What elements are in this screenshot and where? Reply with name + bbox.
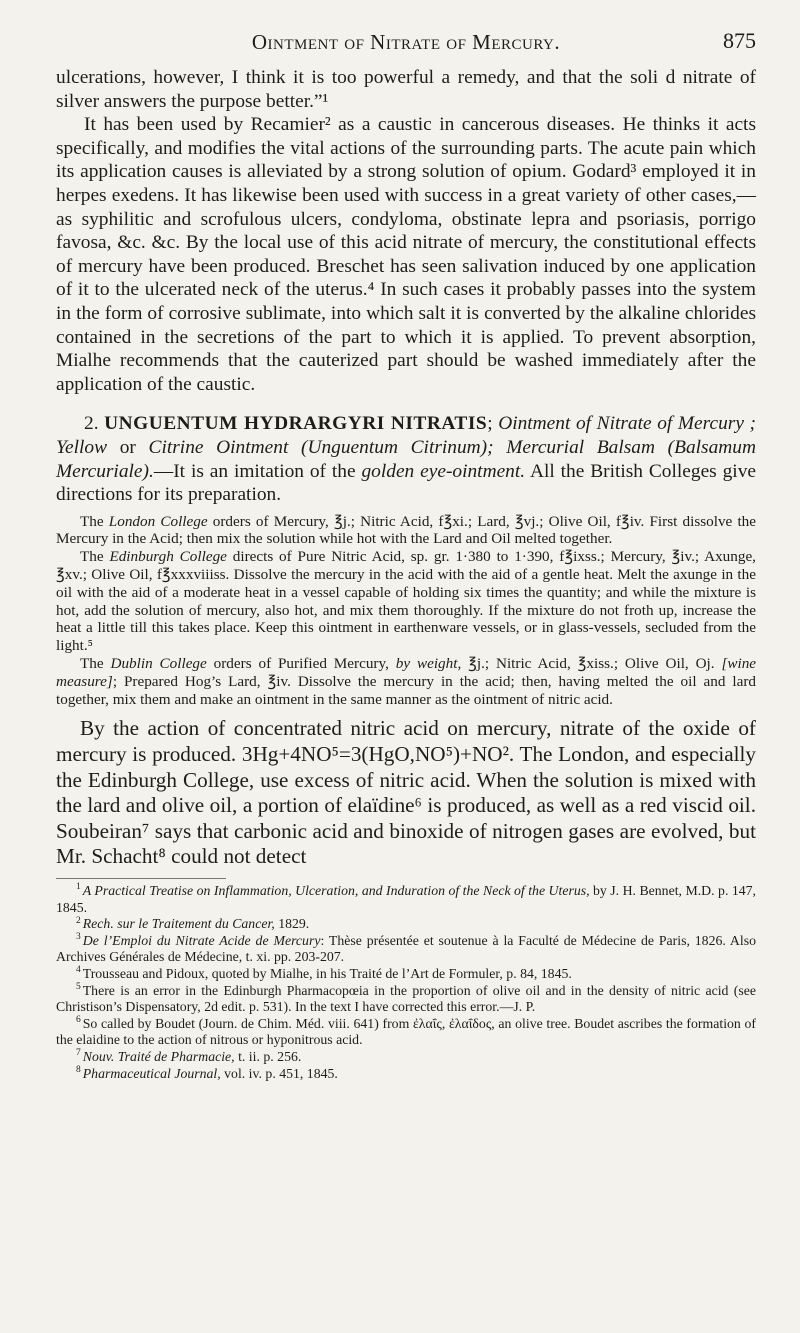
dublin-weight: by weight, bbox=[395, 655, 462, 673]
footnote bbox=[56, 1016, 756, 1049]
footnote bbox=[56, 1049, 756, 1066]
dublin-text-3: ; Prepared Hog’s Lard, ℥iv. Dissolve the mercury in the acid; then, having melted the oil and lard together, mix them and make an ointment in the same manner as the ointment of nitric acid. bbox=[56, 672, 756, 708]
footnote bbox=[56, 966, 756, 983]
section-or-word: or bbox=[119, 436, 136, 458]
footnote-text: So called by Boudet (Journ. de Chim. Méd. viii. 641) from ἐλαΐς, ἐλαΐδος, an olive tree. Boudet ascribes the formation of the elaidine to the action of nitrous or hyponitrous acid. bbox=[56, 1015, 756, 1048]
dublin-wine-measure: [wine measure] bbox=[56, 655, 757, 690]
section-rest-1: —It is an imitation of the bbox=[153, 460, 356, 482]
formulas-block bbox=[56, 513, 756, 709]
section-rest-2: All the British Colleges give directions for its preparation. bbox=[56, 460, 756, 506]
footnote bbox=[56, 1066, 756, 1083]
intro-paragraph-2: It has been used by Recamier² as a caustic in cancerous diseases. He thinks it acts specifically, and modifies the vital actions of the surrounding parts. The acute pain which its application causes is alleviated by a strong solution of opium. Godard³ employed it in herpes exedens. It has likewise been used with success in a great variety of other cases,—as syphilitic and scrofulous ulcers, condyloma, obstinate lepra and psoriasis, porrigo favosa, &c. &c. By the local use of this acid nitrate of mercury, the constitutional effects of mercury have been produced. Breschet has seen salivation induced by one application of it to the ulcerated neck of the uterus.⁴ In such cases it probably passes into the system in the form of corrosive sublimate, into which salt it is converted by the alkaline chlorides contained in the secretions of the part to which it is applied. To prevent absorption, Mialhe recommends that the cauterized part should be washed immediately after the application of the caustic. bbox=[56, 114, 756, 395]
edinburgh-text: directs of Pure Nitric Acid, sp. gr. 1·380 to 1·390, f℥ixss.; Mercury, ℥iv.; Axunge, ℥xv.; Olive Oil, f℥xxxviiiss. Dissolve the mercury in the acid with the aid of a gentle heat. Melt the axunge in the oil with the aid of a moderate heat in a vessel capable of holding six times the quantity; and while the mixture is hot, add the solution of mercury, also hot, and mix them thoroughly. If the mixture do not froth up, increase the heat a little till this takes place. Keep this ointment in earthenware vessels, or in glass-vessels, secluded from the light.⁵ bbox=[56, 548, 756, 655]
footnote-number: 6 bbox=[76, 1015, 81, 1026]
footnote-text: Trousseau and Pidoux, quoted by Mialhe, in his Traité de l’Art de Formuler, p. 84, 1845. bbox=[82, 965, 572, 981]
dublin-text-2: ℥j.; Nitric Acid, ℥xiss.; Olive Oil, Oj. bbox=[468, 655, 715, 673]
footnote-number: 4 bbox=[76, 965, 81, 976]
footnote-text: vol. iv. p. 451, 1845. bbox=[224, 1065, 338, 1081]
footnote bbox=[56, 983, 756, 1016]
intro-paragraph-1: ulcerations, however, I think it is too powerful a remedy, and that the soli d nitrate of silver answers the purpose better.”¹ bbox=[56, 67, 756, 112]
running-head bbox=[56, 20, 756, 56]
main-text bbox=[56, 66, 756, 507]
footnote-number: 8 bbox=[76, 1064, 81, 1075]
dublin-formula: The Dublin College orders of Purified Mercury, by weight, ℥j.; Nitric Acid, ℥xiss.; Olive Oil, Oj. [wine measure]; Prepared Hog’s Lard, ℥iv. Dissolve the mercury in the acid; then, having melted the oil and lard together, mix them and make an ointment in the same manner as the ointment of nitric acid. bbox=[56, 655, 757, 708]
edinburgh-college: Edinburgh College bbox=[109, 548, 227, 566]
footnote-text: There is an error in the Edinburgh Pharmacopœia in the proportion of olive oil and in the density of nitric acid (see Christison’s Dispensatory, 2d edit. p. 531). In the text I have corrected this error.—J. P. bbox=[56, 982, 756, 1015]
footnote bbox=[56, 883, 756, 916]
footnote-text: by J. H. Bennet, M.D. p. 147, 1845. bbox=[56, 883, 756, 915]
london-formula: The London College orders of Mercury, ℥j.; Nitric Acid, f℥xi.; Lard, ℥vj.; Olive Oil, f℥iv. First dissolve the Mercury in the Acid; then mix the solution while hot with the Lard and Oil melted together. bbox=[56, 512, 757, 548]
section-number: 2. bbox=[84, 413, 99, 435]
footnote bbox=[56, 933, 756, 966]
footnote-divider bbox=[56, 878, 226, 879]
section-heading-paragraph bbox=[56, 412, 756, 506]
footnotes bbox=[56, 883, 756, 1082]
running-head-title: Ointment of Nitrate of Mercury. bbox=[251, 30, 561, 54]
section-latin-title: UNGUENTUM HYDRARGYRI NITRATIS bbox=[104, 413, 488, 435]
section-golden-ointment: golden eye-ointment. bbox=[361, 460, 526, 482]
footnote-title: Rech. sur le Traitement du Cancer, bbox=[82, 916, 275, 932]
footnote bbox=[56, 916, 756, 933]
section-alt-names: Citrine Ointment (Unguentum Citrinum); Mercurial Balsam (Balsamum Mercuriale). bbox=[56, 436, 756, 482]
footnote-text: t. ii. p. 256. bbox=[238, 1048, 302, 1064]
chemistry-paragraph: By the action of concentrated nitric acid on mercury, nitrate of the oxide of mercury is produced. 3Hg+4NO⁵=3(HgO,NO⁵)+NO². The London, and especially the Edinburgh College, use excess of nitric acid. When the solution is mixed with the lard and olive oil, a portion of elaïdine⁶ is produced, as well as a red viscid oil. Soubeiran⁷ says that carbonic acid and binoxide of nitrogen gases are evolved, but Mr. Schacht⁸ could not detect bbox=[56, 716, 756, 869]
footnote-number: 3 bbox=[76, 932, 81, 943]
footnote-text: : Thèse présentée et soutenue à la Faculté de Médecine de Paris, 1826. Also Archives Générales de Médecine, t. xi. pp. 203-207. bbox=[56, 932, 756, 965]
footnote-title: A Practical Treatise on Inflammation, Ulceration, and Induration of the Neck of the Uterus, bbox=[82, 883, 590, 899]
footnote-title: De l’Emploi du Nitrate Acide de Mercury bbox=[82, 932, 321, 948]
book-page bbox=[56, 20, 756, 1082]
dublin-text-1: orders of Purified Mercury, bbox=[213, 655, 389, 673]
footnote-title: Nouv. Traité de Pharmacie, bbox=[82, 1048, 235, 1064]
footnote-number: 5 bbox=[76, 981, 81, 992]
dublin-college: Dublin College bbox=[110, 655, 207, 673]
london-college: London College bbox=[108, 512, 208, 530]
footnote-number: 2 bbox=[76, 915, 81, 926]
chemistry-block bbox=[56, 716, 756, 870]
footnote-text: 1829. bbox=[278, 916, 310, 932]
page-number: 875 bbox=[723, 28, 756, 53]
footnote-number: 1 bbox=[76, 882, 81, 893]
london-text: orders of Mercury, ℥j.; Nitric Acid, f℥xi.; Lard, ℥vj.; Olive Oil, f℥iv. First dissolve the Mercury in the Acid; then mix the solution while hot with the Lard and Oil melted together. bbox=[56, 512, 757, 548]
section-english-title: Ointment of Nitrate of Mercury ; Yellow bbox=[56, 413, 756, 458]
section-separator: ; bbox=[487, 413, 493, 435]
footnote-title: Pharmaceutical Journal, bbox=[82, 1065, 221, 1081]
footnote-number: 7 bbox=[76, 1048, 81, 1059]
edinburgh-formula: The Edinburgh College directs of Pure Nitric Acid, sp. gr. 1·380 to 1·390, f℥ixss.; Mercury, ℥iv.; Axunge, ℥xv.; Olive Oil, f℥xxxviiiss. Dissolve the mercury in the acid with the aid of a gentle heat. Melt the axunge in the oil with the aid of a moderate heat in a vessel capable of holding six times the quantity; and while the mixture is hot, add the solution of mercury, also hot, and mix them thoroughly. If the mixture do not froth up, increase the heat a little till this takes place. Keep this ointment in earthenware vessels, or in glass-vessels, secluded from the light.⁵ bbox=[56, 548, 756, 655]
